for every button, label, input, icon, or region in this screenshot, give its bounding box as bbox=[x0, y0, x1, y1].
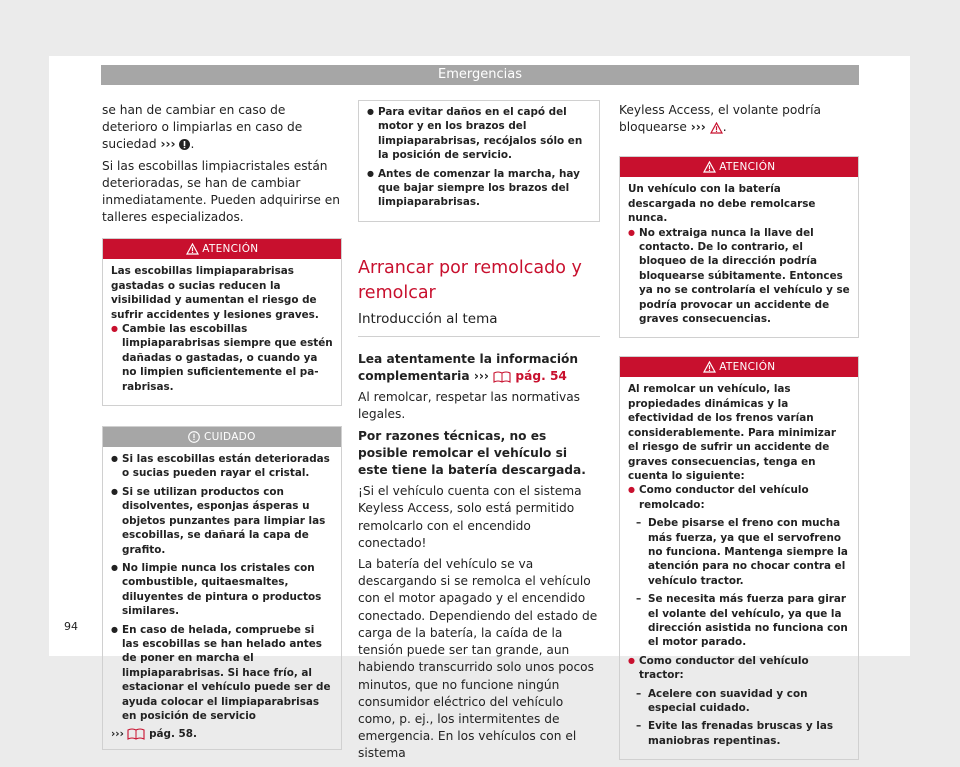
warning-box-header: ATENCIÓN bbox=[620, 157, 858, 177]
warning-triangle-icon bbox=[703, 161, 716, 173]
paragraph: Si las escobillas limpiacristales están deterioradas, se han de cambiar inmediatamente. Pueden adquirirse en talleres especializados. bbox=[102, 158, 341, 225]
warning-box-header: ATENCIÓN bbox=[103, 239, 341, 259]
page-header: Emergencias bbox=[101, 65, 859, 85]
caution-box-body: ● Si las escobillas están deterioradas o sucias pueden rayar el cristal. ● Si se utilizan productos con disolventes, esponjas ásperas u objetos punzantes para limpiar las escobillas, se dañará la capa de grafito. ● No limpie nunca los cristales con combustible, quitaesmaltes, diluyentes de pintura o productos similares. ● En caso de helada, compruebe si las escobillas se han helado antes de poner en marcha el limpiaparabrisas. Si hace frío, al estacionar el vehículo puede ser de ayuda colocar el limpiaparabrisas en posición de servicio ››› pág. 58. bbox=[103, 447, 341, 749]
section-title: Arrancar por remolcado y remolcar bbox=[358, 257, 582, 303]
column-1 bbox=[102, 102, 342, 750]
reference-arrow: ››› bbox=[160, 137, 176, 152]
book-page-icon bbox=[493, 371, 511, 383]
caution-circle-icon bbox=[188, 431, 200, 443]
page-reference[interactable]: ››› pág. 58. bbox=[111, 728, 197, 741]
warning-triangle-icon bbox=[186, 243, 199, 255]
page-number: 94 bbox=[64, 620, 78, 633]
caution-box-header: CUIDADO bbox=[103, 427, 341, 447]
column-3 bbox=[619, 102, 859, 760]
lead-paragraph: Lea atentamente la información complementaria ››› pág. 54 bbox=[358, 351, 579, 384]
warning-box: ATENCIÓN Un vehículo con la batería descargada no debe remolcarse nunca. ● No extraiga nunca la llave del contacto. De lo contrario, el bloqueo de la dirección podría bloquearse súbitamente. Entonces ya no se controlaría el vehículo y se podría provocar un accidente de graves consecuencias. bbox=[619, 156, 859, 338]
paragraph: se han de cambiar en caso de deterioro o limpiarlas en caso de suciedad ››› . bbox=[102, 103, 303, 152]
info-circle-icon bbox=[179, 139, 190, 150]
warning-box-header: ATENCIÓN bbox=[620, 357, 858, 377]
warning-box-body: Las escobillas limpiaparabrisas gastadas o sucias reducen la visibilidad y aumentan el riesgo de sufrir accidentes y lesiones graves. ● Cambie las escobillas limpiaparabrisas siempre que estén dañadas o gastadas, o cuando ya no limpien suficientemente el parabrisas. bbox=[103, 259, 341, 405]
page-link[interactable]: pág. 54 bbox=[515, 369, 567, 384]
warning-triangle-icon bbox=[710, 122, 723, 134]
continued-warning-box: ● Para evitar daños en el capó del motor y en los brazos del limpiaparabrisas, recójalos sólo en la posición de servicio. ● Antes de comenzar la marcha, hay que bajar siempre los brazos del limpiaparabrisas. bbox=[358, 100, 600, 222]
warning-box: ATENCIÓN Al remolcar un vehículo, las propiedades dinámicas y la efectividad de los frenos varían considerablemente. Para minimizar el riesgo de sufrir un accidente de graves consecuencias, tenga en cuenta lo siguiente: ● Como conductor del vehículo remolcado: – Debe pisarse el freno con mucha más fuerza, ya que el servofreno no funciona. Mantenga siempre la atención para no chocar contra el vehículo tractor. – Se necesita más fuerza para girar el volante del vehículo, ya que la dirección asistida no funciona con el motor parado. ● Como conductor del vehículo tractor: – Acelere con suavidad y con especial cuidado. – Evite las frenadas bruscas y las maniobras repentinas. bbox=[619, 356, 859, 760]
caution-box bbox=[102, 426, 342, 750]
subsection-title: Introducción al tema bbox=[358, 310, 600, 337]
warning-triangle-icon bbox=[703, 361, 716, 373]
column-2: ● Para evitar daños en el capó del motor y en los brazos del limpiaparabrisas, recójalos sólo en la posición de servicio. ● Antes de comenzar la marcha, hay que bajar siempre los brazos del limpiaparabrisas. Arrancar por remolcado y remolcar Introducción al tema Lea atentamente la información complementaria ››› pág. 54 Al remolcar, respetar las normativas legales. Por razones técnicas, no es posible remolcar el vehículo si este tiene la batería descargada. ¡Si el vehículo cuenta con el sistema Keyless Access, solo está permitido remolcarlo con el encendido conectado! La batería del vehículo se va descargando si se remolca el vehículo con el motor apagado y el encendido conectado. Dependiendo del estado de carga de la batería, la caída de la tensión puede ser tan grande, aun habiendo transcurrido solo unos pocos minutos, que no funcione ningún consumidor eléctrico del vehículo como, p. ej., los intermitentes de emergencia. En los vehículos con el sistema bbox=[358, 100, 600, 767]
reference-arrow: ››› bbox=[473, 369, 489, 384]
section bbox=[358, 256, 600, 337]
reference-arrow: ››› bbox=[690, 120, 706, 135]
warning-box bbox=[102, 238, 342, 406]
book-page-icon bbox=[127, 728, 145, 740]
paragraph: Keyless Access, el volante podría bloquearse ››› . bbox=[619, 103, 821, 135]
